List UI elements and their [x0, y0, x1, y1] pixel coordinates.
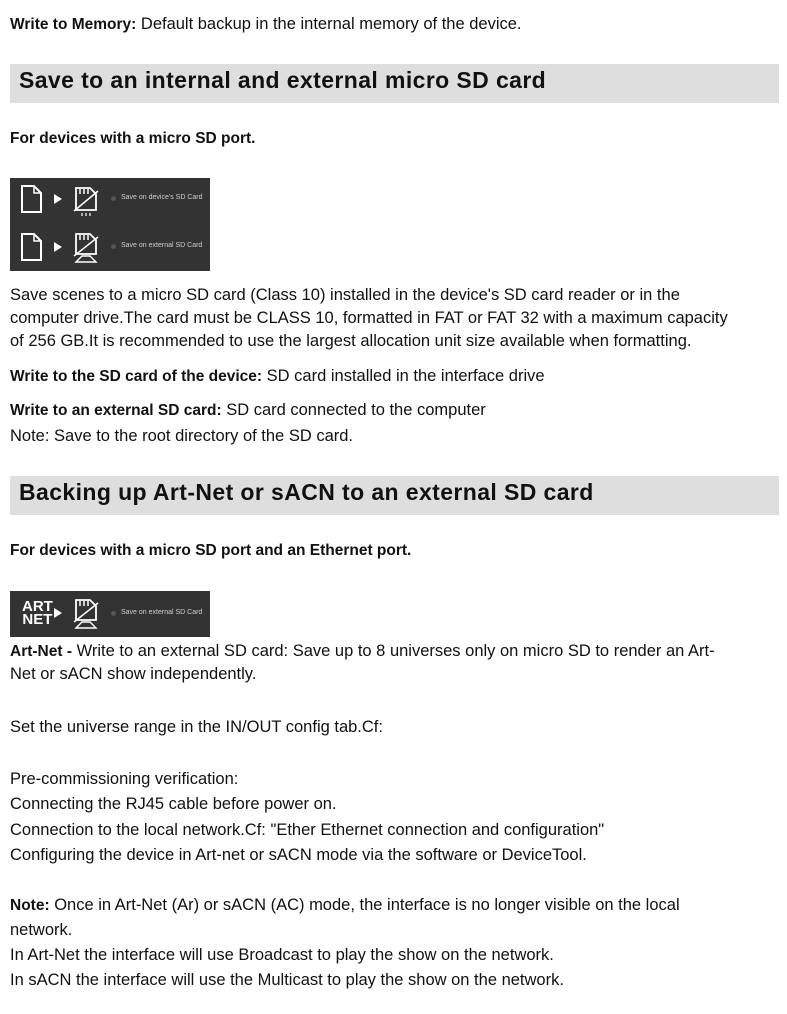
note-text: Once in Art-Net (Ar) or sACN (AC) mode, the interface is no longer visible on the local [49, 896, 680, 914]
section-subtitle: For devices with a micro SD port and an Ethernet port. [10, 542, 412, 559]
sd-option-external [10, 228, 210, 268]
artnet-paragraph [10, 640, 715, 686]
sd-card-paragraph [10, 284, 728, 353]
paragraph-line: Net or sACN show independently. [10, 665, 257, 683]
note-line: In Art-Net the interface will use Broadcast to play the show on the network. [10, 946, 554, 964]
external-sd-label: Write to an external SD card: [10, 402, 222, 419]
paragraph-line: computer drive.The card must be CLASS 10, formatted in FAT or FAT 32 with a maximum capacity [10, 309, 728, 327]
device-sd-label: Write to the SD card of the device: [10, 368, 263, 385]
note-line: In sACN the interface will use the Multicast to play the show on the network. [10, 971, 564, 989]
root-directory-note: Note: Save to the root directory of the SD card. [10, 427, 354, 445]
section-heading-sd-card [10, 64, 779, 103]
artnet-label: Art-Net - [10, 643, 72, 660]
external-sd-line [10, 399, 486, 422]
note-label: Note: [10, 897, 50, 914]
artnet-logo-art: ART [22, 598, 53, 615]
paragraph-line: Save scenes to a micro SD card (Class 10) installed in the device's SD card reader or in the [10, 286, 680, 304]
radio-external-sd[interactable] [111, 244, 116, 249]
file-to-sd-icon [10, 180, 110, 220]
section-heading-artnet [10, 476, 779, 515]
list-item: Connecting the RJ45 cable before power on. [10, 795, 337, 814]
note-line [10, 893, 680, 918]
section-subtitle: For devices with a micro SD port. [10, 130, 256, 147]
memory-line [10, 13, 522, 36]
option-label-device-sd: Save on device's SD Card [121, 194, 203, 201]
note-line: network. [10, 921, 73, 939]
sd-save-options-panel [10, 178, 210, 271]
memory-label: Write to Memory: [10, 16, 137, 33]
device-sd-text: SD card installed in the interface drive [262, 367, 545, 385]
list-item: Pre-commissioning verification: [10, 770, 239, 788]
file-to-external-sd-icon [10, 228, 110, 268]
to-external-sd-icon [10, 594, 110, 634]
radio-device-sd[interactable] [111, 196, 116, 201]
section-title: Save to an internal and external micro SD card [19, 67, 547, 93]
sd-option-device [10, 180, 210, 220]
memory-text: Default backup in the internal memory of the device. [136, 15, 522, 33]
external-sd-text: SD card connected to the computer [221, 401, 486, 419]
artnet-save-panel [10, 591, 210, 637]
radio-external-sd[interactable] [111, 611, 116, 616]
pre-commissioning-list [10, 767, 604, 868]
paragraph-line [10, 640, 715, 663]
artnet-logo-net: NET [22, 611, 53, 628]
mode-note [10, 893, 680, 993]
universe-range-line: Set the universe range in the IN/OUT config tab.Cf: [10, 718, 383, 736]
section-title: Backing up Art-Net or sACN to an external SD card [19, 479, 594, 505]
list-item: Configuring the device in Art-net or sACN mode via the software or DeviceTool. [10, 845, 587, 864]
paragraph-line: of 256 GB.It is recommended to use the largest allocation unit size available when formatting. [10, 332, 692, 350]
device-sd-line [10, 365, 545, 388]
option-label-external-sd: Save on external SD Card [121, 609, 203, 616]
option-label-external-sd: Save on external SD Card [121, 242, 203, 249]
artnet-text: Write to an external SD card: Save up to 8 universes only on micro SD to render an Art- [72, 642, 715, 660]
list-item: Connection to the local network.Cf: "Ether Ethernet connection and configuration" [10, 820, 605, 839]
